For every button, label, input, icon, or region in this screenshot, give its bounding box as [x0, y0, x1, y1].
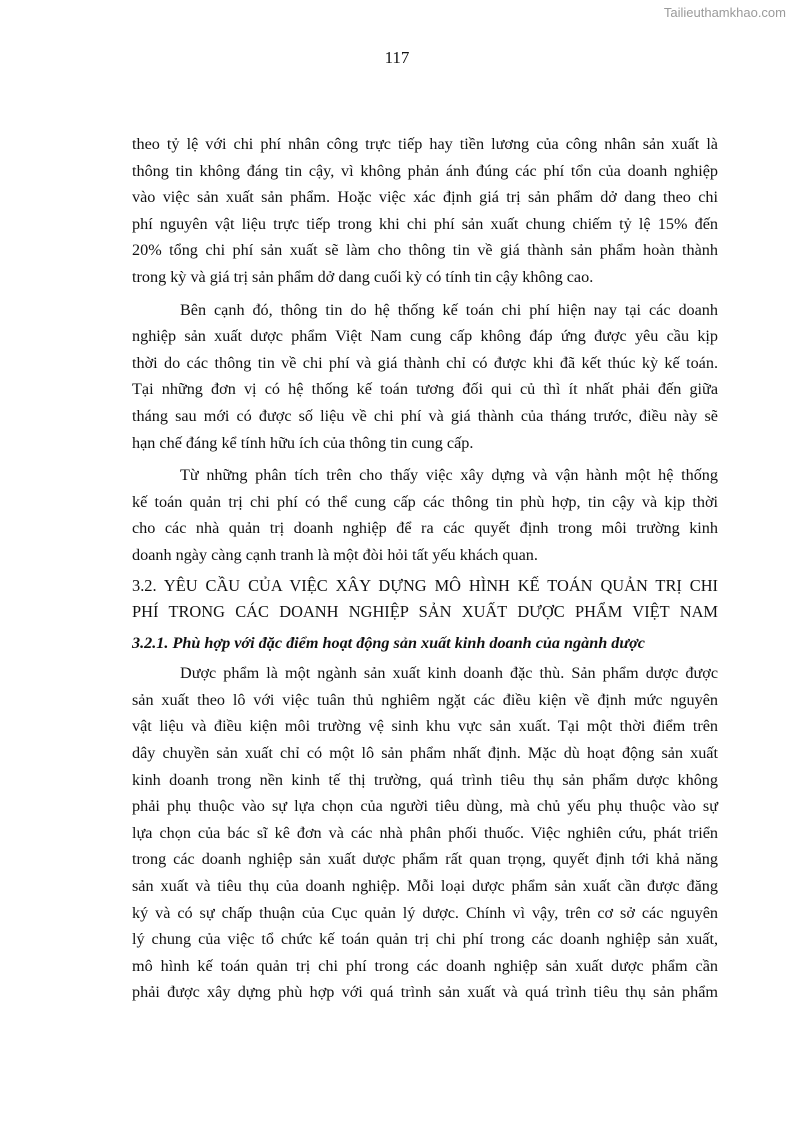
- text-line: mô hình kế toán quản trị chi phí trong các doanh nghiệp sản xuất dược phẩm cần: [132, 956, 718, 975]
- text-line: sản xuất và tiêu thụ của doanh nghiệp. Mỗi loại dược phẩm sản xuất cần được đăng: [132, 877, 718, 896]
- text-line: trong kỳ và giá trị sản phẩm dở dang cuối kỳ có tính tin cậy không cao.: [132, 267, 594, 286]
- text-line: Tại những đơn vị có hệ thống kế toán tương đối qui củ thì ít nhất phải đến giữa: [132, 380, 718, 399]
- text-line: kinh doanh trong nền kinh tế thị trường, quá trình tiêu thụ sản phẩm dược không: [132, 770, 718, 789]
- text-line: doanh ngày càng cạnh tranh là một đòi hỏi tất yếu khách quan.: [132, 545, 538, 564]
- paragraph-2: [132, 297, 718, 457]
- text-line: Bên cạnh đó, thông tin do hệ thống kế toán chi phí hiện nay tại các doanh: [180, 300, 718, 319]
- text-line: ký và có sự chấp thuận của Cục quản lý dược. Chính vì vậy, trên cơ sở các nguyên: [132, 903, 718, 922]
- text-line: 20% tổng chi phí sản xuất sẽ làm cho thông tin về giá thành sản phẩm hoàn thành: [132, 241, 718, 260]
- text-line: tháng sau mới có được số liệu về chi phí và giá thành của tháng trước, điều này sẽ: [132, 406, 718, 425]
- text-line: vật liệu và điều kiện môi trường vệ sinh khu vực sản xuất. Tại một thời điểm trên: [132, 717, 718, 736]
- paragraph-4: [132, 660, 718, 1006]
- paragraph-3: [132, 462, 718, 568]
- watermark-text: Tailieuthamkhao.com: [663, 5, 786, 20]
- text-line: thời do các thông tin về chi phí và giá thành chỉ có được khi đã kết thúc kỳ kế toán.: [132, 353, 718, 372]
- text-line: phải phụ thuộc vào sự lựa chọn của người tiêu dùng, mà chủ yếu phụ thuộc vào sự: [132, 797, 718, 816]
- text-line: lý chung của việc tổ chức kế toán quản trị chi phí trong các doanh nghiệp sản xuất,: [132, 930, 718, 949]
- text-line: sản xuất theo lô với việc tuân thủ nghiêm ngặt các điều kiện về định mức nguyên: [132, 690, 718, 709]
- text-line: trong các doanh nghiệp sản xuất dược phẩm rất quan trọng, quyết định tới khả năng: [132, 850, 718, 869]
- paragraph-1: [132, 131, 718, 291]
- heading-line: PHÍ TRONG CÁC DOANH NGHIỆP SẢN XUẤT DƯỢC PHẨM VIỆT NAM: [132, 602, 718, 622]
- text-line: phải được xây dựng phù hợp với quá trình sản xuất và quá trình tiêu thụ sản phẩm: [132, 983, 718, 1002]
- text-line: phí nguyên vật liệu trực tiếp trong khi chi phí sản xuất chung chiếm tỷ lệ 15% đến: [132, 214, 718, 233]
- section-heading: [132, 573, 718, 626]
- text-line: thông tin không đáng tin cậy, vì không phản ánh đúng các phí tổn của doanh nghiệp: [132, 161, 718, 180]
- text-line: cho các nhà quản trị doanh nghiệp để ra các quyết định trong môi trường kinh: [132, 519, 718, 538]
- text-line: theo tỷ lệ với chi phí nhân công trực tiếp hay tiền lương của công nhân sản xuất là: [132, 135, 718, 153]
- text-line: dây chuyền sản xuất chỉ có một lô sản phẩm nhất định. Mặc dù hoạt động sản xuất: [132, 744, 718, 763]
- text-line: lựa chọn của bác sĩ kê đơn và các nhà phân phối thuốc. Việc nghiên cứu, phát triển: [132, 823, 718, 842]
- text-line: nghiệp sản xuất dược phẩm Việt Nam cung cấp không đáp ứng được yêu cầu kịp: [132, 327, 718, 346]
- text-line: Dược phẩm là một ngành sản xuất kinh doanh đặc thù. Sản phẩm dược được: [180, 664, 718, 683]
- text-line: kế toán quản trị chi phí có thể cung cấp các thông tin phù hợp, tin cậy và kịp thời: [132, 492, 718, 511]
- subsection-heading: [132, 630, 718, 657]
- text-line: Từ những phân tích trên cho thấy việc xây dựng và vận hành một hệ thống: [180, 466, 718, 485]
- subheading-line: 3.2.1. Phù hợp với đặc điểm hoạt động sản xuất kinh doanh của ngành dược: [132, 633, 645, 652]
- page-number: 117: [384, 48, 410, 67]
- heading-line: 3.2. YÊU CẦU CỦA VIỆC XÂY DỰNG MÔ HÌNH KẾ TOÁN QUẢN TRỊ CHI: [132, 575, 718, 595]
- text-line: vào việc sản xuất sản phẩm. Hoặc việc xác định giá trị sản phẩm dở dang theo chi: [132, 188, 718, 207]
- text-line: hạn chế đáng kể tính hữu ích của thông tin cung cấp.: [132, 433, 474, 452]
- document-body: [132, 131, 718, 1006]
